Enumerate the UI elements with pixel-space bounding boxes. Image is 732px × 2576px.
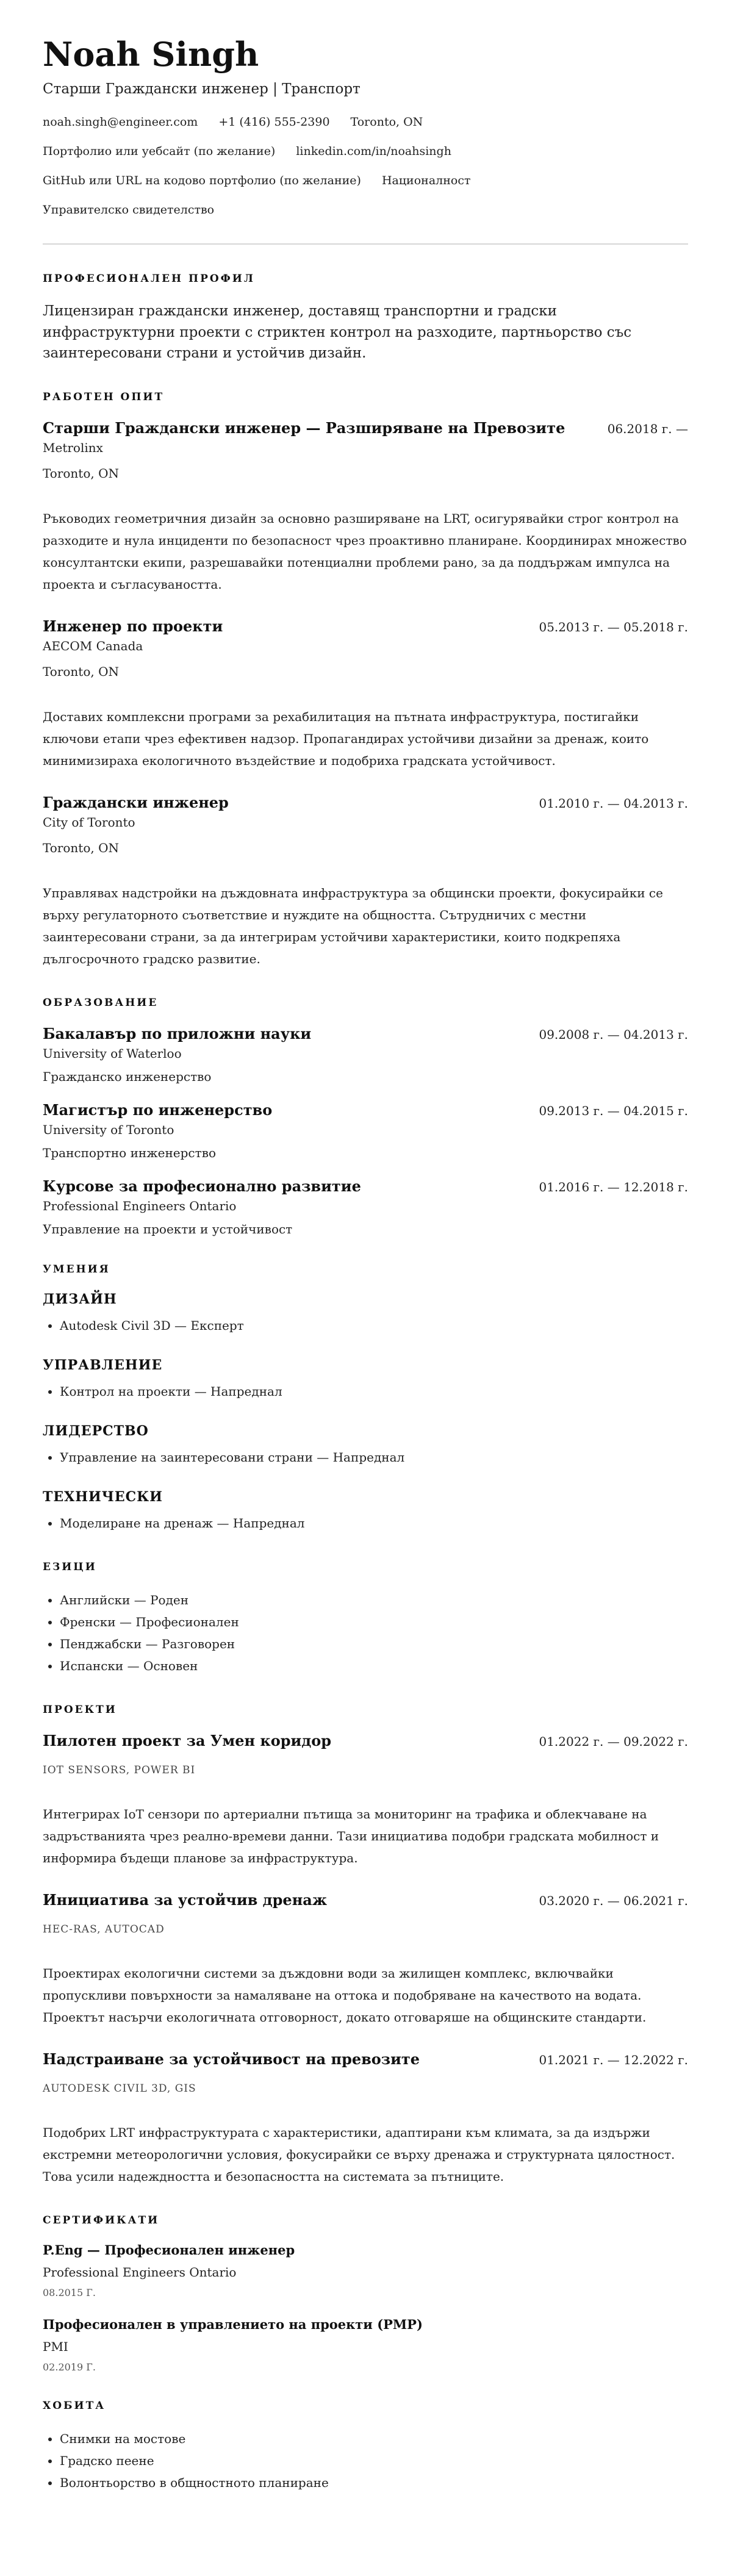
summary-heading: ПРОФЕСИОНАЛЕН ПРОФИЛ bbox=[43, 273, 255, 285]
job-title: Инженер по проекти bbox=[43, 617, 223, 635]
nationality-text: Националност bbox=[381, 174, 471, 188]
job-date: 05.2013 г. — 05.2018 г. bbox=[539, 619, 688, 634]
degree-title: Курсове за професионално развитие bbox=[43, 1177, 361, 1195]
phone-text: +1 (416) 555-2390 bbox=[218, 115, 330, 129]
degree-title: Бакалавър по приложни науки bbox=[43, 1024, 312, 1042]
experience-entry bbox=[43, 419, 688, 595]
projects-section bbox=[43, 1704, 688, 2187]
contact-row-3 bbox=[43, 174, 688, 187]
degree-field: Управление на проекти и устойчивост bbox=[43, 1221, 293, 1236]
job-description: Ръководих геометричния дизайн за основно разширяване на LRT, осигурявайки строг контрол на разходите и нула инциденти по безопасност чрез проактивно планиране. Координирах множество консултантски екипи, разрешавайки потенциални проблеми рано, за да поддържам импулса на проекта и съгласуваността. bbox=[43, 511, 687, 592]
hobby-item: • Волонтьорство в общностното планиране bbox=[60, 2472, 688, 2494]
experience-entry bbox=[43, 617, 688, 772]
project-entry bbox=[43, 1732, 688, 1869]
job-description: Управлявах надстройки на дъждовната инфраструктура за общински проекти, фокусирайки се върху регулаторното съответствие и нуждите на общността. Сътрудничих с местни заинтересовани страни, за да интегрирам устойчиви характеристики, които подкрепяха дългосрочното градско развитие. bbox=[43, 885, 663, 966]
job-location: Toronto, ON bbox=[43, 840, 119, 855]
project-title: Инициатива за устойчив дренаж bbox=[43, 1890, 328, 1909]
experience-entry bbox=[43, 794, 688, 970]
job-company: City of Toronto bbox=[43, 814, 135, 830]
language-item: • Пенджабски — Разговорен bbox=[60, 1633, 688, 1655]
hobby-item: • Градско пеене bbox=[60, 2450, 688, 2472]
project-tech: AUTODESK CIVIL 3D, GIS bbox=[43, 2082, 196, 2095]
location-text: Toronto, ON bbox=[350, 115, 423, 129]
project-description: Подобрих LRT инфраструктурата с характеристики, адаптирани към климата, за да издържи екстремни метеорологични условия, фокусирайки се върху дренажа и структурната цялостност. Това усили надеждността и безопасността на системата за пътниците. bbox=[43, 2125, 675, 2184]
hobbies-heading: ХОБИТА bbox=[43, 2399, 106, 2412]
summary-section bbox=[43, 273, 688, 364]
job-company: Metrolinx bbox=[43, 440, 103, 455]
contact-row-2 bbox=[43, 145, 688, 158]
hobby-item: • Снимки на мостове bbox=[60, 2428, 688, 2450]
skill-category: УПРАВЛЕНИЕ bbox=[43, 1357, 163, 1373]
skill-item: • Моделиране на дренаж — Напреднал bbox=[60, 1512, 688, 1534]
project-date: 03.2020 г. — 06.2021 г. bbox=[539, 1893, 688, 1908]
skill-item: • Autodesk Civil 3D — Експерт bbox=[60, 1315, 688, 1336]
skill-list bbox=[43, 1512, 688, 1534]
cert-org: PMI bbox=[43, 2339, 68, 2354]
school-name: Professional Engineers Ontario bbox=[43, 1198, 237, 1213]
license-text: Управителско свидетелство bbox=[43, 203, 215, 217]
skill-category: ДИЗАЙН bbox=[43, 1291, 117, 1307]
certifications-heading: СЕРТИФИКАТИ bbox=[43, 2214, 160, 2226]
job-title: Граждански инженер bbox=[43, 793, 229, 811]
language-item: • Френски — Професионален bbox=[60, 1611, 688, 1633]
contact-row-1 bbox=[43, 115, 688, 129]
skill-list bbox=[43, 1315, 688, 1336]
header-divider bbox=[43, 243, 688, 245]
cert-org: Professional Engineers Ontario bbox=[43, 2264, 237, 2280]
hobbies-section bbox=[43, 2400, 688, 2494]
job-company: AECOM Canada bbox=[43, 638, 143, 653]
job-location: Toronto, ON bbox=[43, 465, 119, 481]
skills-section bbox=[43, 1263, 688, 1534]
language-item: • Испански — Основен bbox=[60, 1655, 688, 1677]
cert-title: P.Eng — Професионален инженер bbox=[43, 2242, 295, 2258]
project-entry bbox=[43, 2050, 688, 2187]
hobby-list bbox=[43, 2428, 688, 2494]
email-link[interactable]: noah.singh@engineer.com bbox=[43, 115, 198, 129]
languages-section bbox=[43, 1561, 688, 1677]
project-date: 01.2021 г. — 12.2022 г. bbox=[539, 2052, 688, 2067]
skill-list bbox=[43, 1380, 688, 1402]
degree-date: 09.2013 г. — 04.2015 г. bbox=[539, 1103, 688, 1118]
skill-item: • Управление на заинтересовани страни — Напреднал bbox=[60, 1446, 688, 1468]
skills-heading: УМЕНИЯ bbox=[43, 1263, 110, 1275]
job-date: 06.2018 г. — bbox=[607, 421, 688, 436]
skill-list bbox=[43, 1446, 688, 1468]
linkedin-link[interactable]: linkedin.com/in/noahsingh bbox=[296, 145, 451, 159]
skill-item: • Контрол на проекти — Напреднал bbox=[60, 1380, 688, 1402]
degree-title: Магистър по инженерство bbox=[43, 1100, 273, 1119]
cert-title: Професионален в управлението на проекти (PMP) bbox=[43, 2316, 423, 2332]
project-description: Интегрирах IoT сензори по артериални пътища за мониторинг на трафика и облекчаване на задръстванията чрез реално-времеви данни. Тази инициатива подобри градската мобилност и информира бъдещи планове за инфраструктура. bbox=[43, 1806, 659, 1865]
project-date: 01.2022 г. — 09.2022 г. bbox=[539, 1734, 688, 1749]
degree-field: Гражданско инженерство bbox=[43, 1069, 212, 1084]
education-heading: ОБРАЗОВАНИЕ bbox=[43, 996, 159, 1009]
job-location: Toronto, ON bbox=[43, 664, 119, 679]
degree-date: 01.2016 г. — 12.2018 г. bbox=[539, 1179, 688, 1194]
job-description: Доставих комплексни програми за рехабилитация на пътната инфраструктура, постигайки ключови етапи чрез ефективен надзор. Пропагандирах устойчиви дизайни за дренаж, които минимизираха екологичното въздействие и подобриха градската устойчивост. bbox=[43, 709, 649, 768]
project-tech: IOT SENSORS, POWER BI bbox=[43, 1763, 196, 1776]
contact-row-4 bbox=[43, 203, 688, 217]
job-title: Старши Граждански инженер — Разширяване на Превозите bbox=[43, 418, 565, 437]
skill-category: ТЕХНИЧЕСКИ bbox=[43, 1488, 163, 1505]
degree-date: 09.2008 г. — 04.2013 г. bbox=[539, 1027, 688, 1042]
job-date: 01.2010 г. — 04.2013 г. bbox=[539, 795, 688, 811]
github-link[interactable]: GitHub или URL на кодово портфолио (по желание) bbox=[43, 174, 361, 188]
education-section bbox=[43, 997, 688, 1236]
project-title: Пилотен проект за Умен коридор bbox=[43, 1731, 332, 1749]
project-tech: HEC-RAS, AUTOCAD bbox=[43, 1923, 165, 1936]
school-name: University of Toronto bbox=[43, 1122, 174, 1137]
cert-date: 02.2019 Г. bbox=[43, 2361, 96, 2373]
project-description: Проектирах екологични системи за дъждовни води за жилищен комплекс, включвайки пропускливи повърхности за намаляване на оттока и подобряване на качеството на водата. Проектът насърчи екологичната отговорност, докато отговаряше на общинските стандарти. bbox=[43, 1965, 647, 2025]
skill-category: ЛИДЕРСТВО bbox=[43, 1423, 149, 1439]
summary-text: Лицензиран граждански инженер, доставящ транспортни и градски инфраструктурни проекти с стриктен контрол на разходите, партньорство със заинтересовани страни и устойчив дизайн. bbox=[43, 303, 632, 362]
portfolio-link[interactable]: Портфолио или уебсайт (по желание) bbox=[43, 145, 276, 159]
school-name: University of Waterloo bbox=[43, 1046, 182, 1061]
candidate-title: Старши Граждански инженер | Транспорт bbox=[43, 81, 361, 98]
experience-heading: РАБОТЕН ОПИТ bbox=[43, 390, 165, 403]
experience-section bbox=[43, 391, 688, 970]
cert-date: 08.2015 Г. bbox=[43, 2286, 96, 2298]
education-entry bbox=[43, 1101, 688, 1160]
certification-entry bbox=[43, 2242, 688, 2298]
certification-entry bbox=[43, 2317, 688, 2373]
languages-heading: ЕЗИЦИ bbox=[43, 1560, 97, 1573]
project-entry bbox=[43, 1891, 688, 2028]
language-list bbox=[43, 1589, 688, 1677]
project-title: Надстрaиване за устойчивост на превозите bbox=[43, 2050, 420, 2068]
language-item: • Английски — Роден bbox=[60, 1589, 688, 1611]
education-entry bbox=[43, 1025, 688, 1084]
certifications-section bbox=[43, 2214, 688, 2373]
candidate-name: Noah Singh bbox=[43, 35, 259, 74]
education-entry bbox=[43, 1177, 688, 1236]
degree-field: Транспортно инженерство bbox=[43, 1145, 216, 1160]
resume-header bbox=[43, 37, 688, 217]
projects-heading: ПРОЕКТИ bbox=[43, 1703, 117, 1716]
